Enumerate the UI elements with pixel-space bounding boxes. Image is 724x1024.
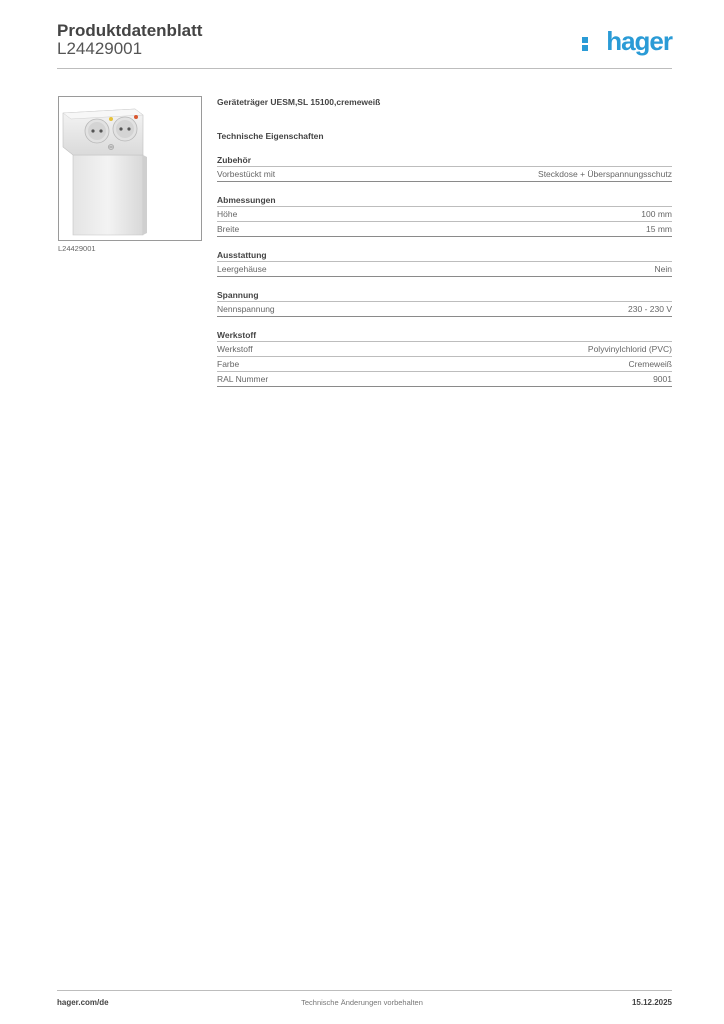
property-value: Nein (654, 264, 672, 274)
section-title: Zubehör (217, 155, 672, 167)
document-title: Produktdatenblatt (57, 21, 203, 40)
section-werkstoff (217, 330, 672, 387)
property-label: Höhe (217, 209, 238, 219)
property-row (217, 302, 672, 317)
property-value: Polyvinylchlorid (PVC) (587, 344, 672, 354)
header-divider (57, 68, 672, 69)
section-abmessungen (217, 195, 672, 237)
property-label: Farbe (217, 359, 240, 369)
property-row (217, 372, 672, 387)
section-spannung (217, 290, 672, 317)
section-title: Spannung (217, 290, 672, 302)
property-value: 15 mm (646, 224, 672, 234)
section-zubehoer (217, 155, 672, 182)
product-details (217, 96, 672, 387)
property-row (217, 357, 672, 372)
section-title: Abmessungen (217, 195, 672, 207)
property-label: RAL Nummer (217, 374, 269, 384)
product-image-caption: L24429001 (58, 244, 96, 253)
footer-divider (57, 990, 672, 991)
property-label: Werkstoff (217, 344, 253, 354)
property-value: 230 - 230 V (628, 304, 672, 314)
property-value: 9001 (653, 374, 672, 384)
product-illustration-icon (59, 97, 201, 240)
property-label: Nennspannung (217, 304, 275, 314)
footer-date: 15.12.2025 (631, 998, 672, 1007)
hager-logo-mark-icon (580, 28, 604, 54)
property-label: Vorbestückt mit (217, 169, 276, 179)
product-image (58, 96, 202, 241)
footer-note: Technische Änderungen vorbehalten (301, 998, 423, 1007)
property-row (217, 207, 672, 222)
hager-logo-wordmark: hager (606, 26, 672, 56)
section-title: Ausstattung (217, 250, 672, 262)
section-ausstattung (217, 250, 672, 277)
property-value: Cremeweiß (628, 359, 672, 369)
property-row (217, 167, 672, 182)
property-row (217, 222, 672, 237)
property-row (217, 262, 672, 277)
hager-logo (580, 28, 672, 54)
property-value: Steckdose + Überspannungsschutz (538, 169, 672, 179)
property-value: 100 mm (641, 209, 672, 219)
product-name: Geräteträger UESM,SL 15100,cremeweiß (217, 97, 381, 107)
property-label: Leergehäuse (217, 264, 267, 274)
property-label: Breite (217, 224, 240, 234)
property-row (217, 342, 672, 357)
section-title: Werkstoff (217, 330, 672, 342)
footer-website: hager.com/de (57, 998, 109, 1007)
technical-properties-heading: Technische Eigenschaften (217, 131, 324, 141)
product-code: L24429001 (57, 39, 143, 58)
